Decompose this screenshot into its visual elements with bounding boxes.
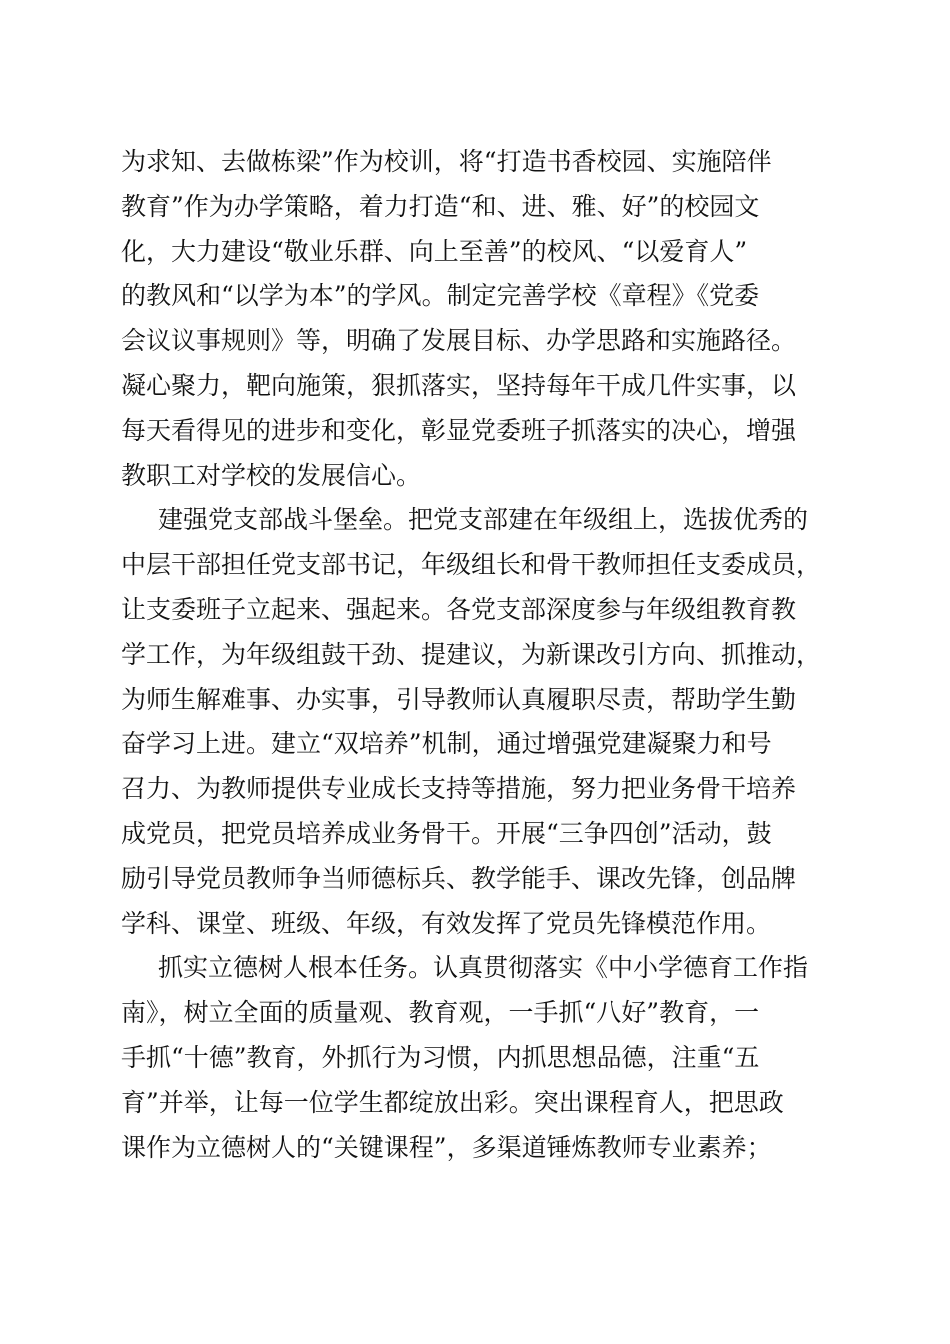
text-line: 中层干部担任党支部书记，年级组长和骨干教师担任支委成员，: [121, 550, 822, 580]
text-line: 为师生解难事、办实事，引导教师认真履职尽责，帮助学生勤: [121, 684, 797, 714]
text-line: 为求知、去做栋梁”作为校训，将“打造书香校园、实施陪伴: [121, 147, 772, 176]
text-line: 每天看得见的进步和变化，彰显党委班子抓落实的决心，增强: [121, 415, 797, 445]
text-line: 让支委班子立起来、强起来。各党支部深度参与年级组教育教: [121, 594, 797, 624]
text-line: 建强党支部战斗堡垒。把党支部建在年级组上，选拔优秀的: [158, 505, 809, 535]
text-line: 学科、课堂、班级、年级，有效发挥了党员先锋模范作用。: [121, 908, 772, 938]
text-line: 成党员，把党员培养成业务骨干。开展“三争四创”活动，鼓: [121, 818, 772, 848]
text-line: 教育”作为办学策略，着力打造“和、进、雅、好”的校园文: [121, 191, 760, 221]
text-line: 教职工对学校的发展信心。: [121, 460, 422, 490]
text-line: 化，大力建设“敬业乐群、向上至善”的校风、“以爱育人”: [121, 236, 748, 266]
text-line: 手抓“十德”教育，外抓行为习惯，内抓思想品德，注重“五: [121, 1042, 760, 1072]
text-line: 凝心聚力，靶向施策，狠抓落实，坚持每年干成几件实事，以: [121, 370, 797, 400]
body-text: [121, 140, 841, 1170]
text-line: 学工作，为年级组鼓干劲、提建议，为新课改引方向、抓推动，: [121, 639, 822, 669]
text-line: 励引导党员教师争当师德标兵、教学能手、课改先锋，创品牌: [121, 863, 797, 893]
text-line: 奋学习上进。建立“双培养”机制，通过增强党建凝聚力和号: [121, 729, 772, 759]
text-line: 育”并举，让每一位学生都绽放出彩。突出课程育人，把思政: [121, 1087, 784, 1117]
text-line: 抓实立德树人根本任务。认真贯彻落实《中小学德育工作指: [158, 953, 809, 983]
text-line: 课作为立德树人的“关键课程”，多渠道锤炼教师专业素养；: [121, 1132, 772, 1162]
text-line: 南》，树立全面的质量观、教育观，一手抓“八好”教育，一: [121, 998, 760, 1028]
text-line: 会议议事规则》等，明确了发展目标、办学思路和实施路径。: [121, 326, 797, 356]
text-line: 召力、为教师提供专业成长支持等措施，努力把业务骨干培养: [121, 774, 797, 804]
text-line: 的教风和“以学为本”的学风。制定完善学校《章程》《党委: [121, 281, 760, 311]
